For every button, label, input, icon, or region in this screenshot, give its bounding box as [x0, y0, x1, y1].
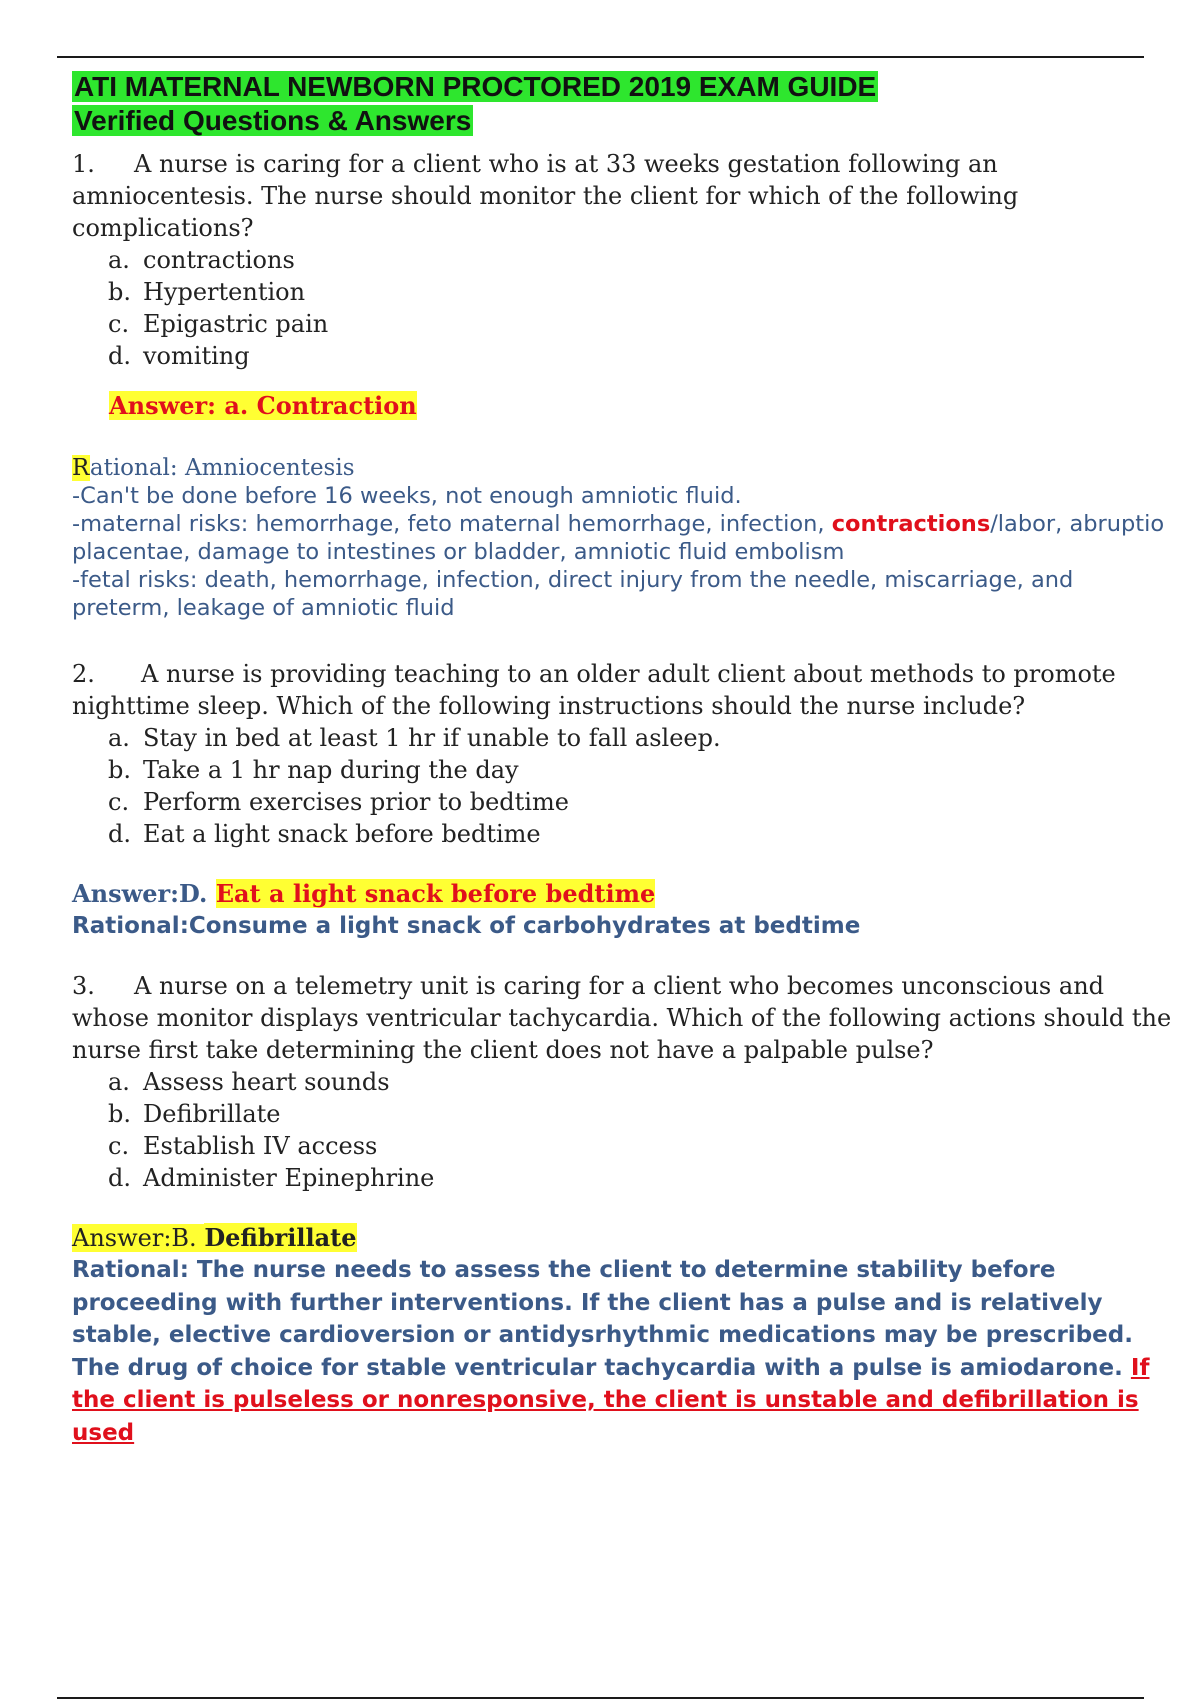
options-list-2: [72, 722, 1172, 850]
option-b: b. Take a 1 hr nap during the day: [108, 756, 519, 784]
option-b: b. Hypertention: [108, 278, 306, 306]
rationale-3: Rational: The nurse needs to assess the client to determine stability before proceeding with further interventions. If the client has a pulse and is relatively stable, elective cardioversion or antidysrhythmic medications may be prescribed. The drug of choice for stable ventricular tachycardia with a pulse is amiodarone. If the client is pulseless or nonresponsive, the client is unstable and defibrillation is used: [72, 1257, 1150, 1446]
question-2: [72, 658, 1172, 722]
question-number: 2.: [72, 660, 95, 688]
answer-3: Answer:B. Defibrillate: [72, 1223, 357, 1252]
option-b: b. Defibrillate: [108, 1100, 281, 1128]
document-title: [72, 70, 1172, 138]
document-body: [72, 70, 1172, 1449]
option-a: a. contractions: [108, 246, 295, 274]
question-number: 3.: [72, 972, 95, 1000]
answer-2: Answer:D. Eat a light snack before bedtime: [72, 879, 656, 908]
rationale-1: Rational: Amniocentesis -Can't be done before 16 weeks, not enough amniotic fluid. -maternal risks: hemorrhage, feto maternal hemorrhage, infection, contractions/labor, abruptio placentae, damage to intestines or bladder, amniotic fluid embolism -fetal risks: death, hemorrhage, infection, direct injury from the needle, miscarriage, and preterm, leakage of amniotic fluid: [72, 455, 1165, 621]
option-a: a. Assess heart sounds: [108, 1068, 390, 1096]
question-text: A nurse on a telemetry unit is caring for a client who becomes unconscious and whose monitor displays ventricular tachycardia. Which of the following actions should the nurse first take determining the client does not have a palpable pulse?: [72, 972, 1172, 1064]
question-1: [72, 148, 1172, 244]
options-list-1: [72, 244, 1172, 372]
rationale-2: Rational:Consume a light snack of carbohydrates at bedtime: [72, 913, 861, 939]
options-list-3: [72, 1066, 1172, 1194]
option-d: d. Eat a light snack before bedtime: [108, 820, 541, 848]
option-d: d. vomiting: [108, 342, 250, 370]
title-line-2: Verified Questions & Answers: [74, 105, 472, 136]
question-number: 1.: [72, 150, 95, 178]
top-rule: [57, 56, 1144, 58]
question-text: A nurse is caring for a client who is at 33 weeks gestation following an amniocentesis. The nurse should monitor the client for which of the following complications?: [72, 150, 1019, 242]
option-c: c. Establish IV access: [108, 1132, 378, 1160]
option-a: a. Stay in bed at least 1 hr if unable to fall asleep.: [108, 724, 721, 752]
option-c: c. Perform exercises prior to bedtime: [108, 788, 569, 816]
answer-1: Answer: a. Contraction: [109, 391, 417, 420]
question-text: A nurse is providing teaching to an older adult client about methods to promote nighttime sleep. Which of the following instructions should the nurse include?: [72, 660, 1116, 720]
bottom-rule: [57, 1697, 1144, 1699]
title-line-1: ATI MATERNAL NEWBORN PROCTORED 2019 EXAM GUIDE: [74, 71, 877, 102]
question-3: [72, 970, 1172, 1066]
option-d: d. Administer Epinephrine: [108, 1164, 435, 1192]
option-c: c. Epigastric pain: [108, 310, 329, 338]
